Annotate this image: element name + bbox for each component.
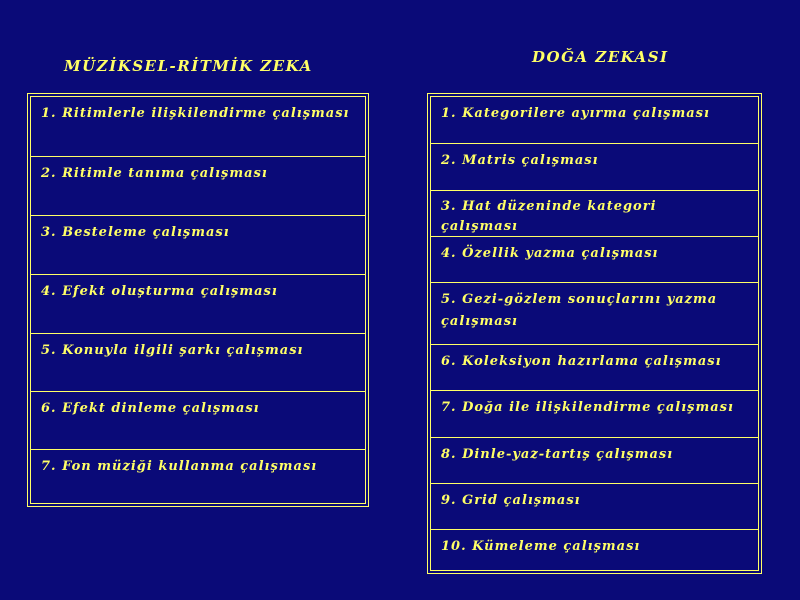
activity-item: 2. Matris çalışması: [441, 153, 599, 168]
activity-item: 8. Dinle-yaz-tartış çalışması: [441, 447, 674, 462]
activity-item: 10. Kümeleme çalışması: [441, 539, 641, 554]
table-row: [431, 344, 758, 390]
table-row: [431, 143, 758, 190]
table-row: [31, 274, 365, 333]
nature-activities-table: [427, 93, 762, 574]
musical-rhythmic-title: MÜZİKSEL-RİTMİK ZEKA: [64, 57, 313, 75]
nature-intelligence-title: DOĞA ZEKASI: [532, 48, 669, 66]
table-row: [31, 333, 365, 391]
table-row: [31, 449, 365, 505]
table-row: [431, 529, 758, 572]
table-row: [31, 391, 365, 449]
activity-item: 1. Ritimlerle ilişkilendirme çalışması: [41, 106, 350, 121]
table-row: [31, 215, 365, 274]
activity-item: 2. Ritimle tanıma çalışması: [41, 166, 268, 181]
activity-item: 3. Besteleme çalışması: [41, 225, 230, 240]
activity-item: 9. Grid çalışması: [441, 493, 581, 508]
activity-item: 5. Konuyla ilgili şarkı çalışması: [41, 343, 304, 358]
table-row: [431, 437, 758, 483]
table-row: [31, 97, 365, 156]
activity-item: 4. Efekt oluşturma çalışması: [41, 284, 278, 299]
activity-item: 6. Efekt dinleme çalışması: [41, 401, 260, 416]
table-row: [431, 282, 758, 344]
activity-item: 7. Doğa ile ilişkilendirme çalışması: [441, 400, 734, 415]
table-row: [431, 190, 758, 236]
activity-item: 3. Hat düzeninde kategori çalışması: [441, 199, 657, 234]
table-row: [431, 390, 758, 437]
musical-activities-table: [27, 93, 369, 507]
activity-item: 1. Kategorilere ayırma çalışması: [441, 106, 710, 121]
activity-item: 6. Koleksiyon hazırlama çalışması: [441, 354, 722, 369]
table-row: [431, 483, 758, 529]
table-row: [431, 236, 758, 282]
table-row: [31, 156, 365, 215]
activity-item: 5. Gezi-gözlem sonuçlarını yazma çalışması: [441, 292, 718, 329]
activity-item: 7. Fon müziği kullanma çalışması: [41, 459, 318, 474]
activity-item: 4. Özellik yazma çalışması: [441, 246, 659, 261]
table-row: [431, 97, 758, 143]
